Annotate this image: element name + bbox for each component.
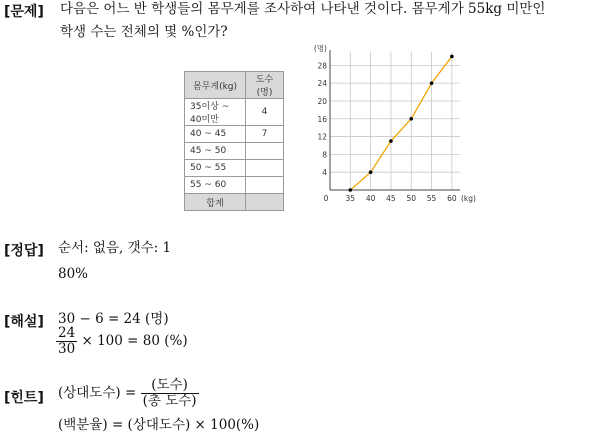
y-tick-label: 24 (317, 79, 327, 89)
data-point (430, 81, 434, 85)
x-tick-label: 50 (406, 194, 417, 203)
data-point (409, 117, 413, 121)
answer-line1: 순서: 없음, 갯수: 1 (58, 240, 172, 256)
answer-line2: 80% (58, 266, 89, 282)
explanation-tag: [해설] (4, 314, 44, 330)
table-cell-class: 45 ~ 50 (185, 143, 246, 160)
data-point (389, 139, 393, 143)
x-tick-label: 40 (365, 194, 376, 203)
table-cell-frequency (246, 143, 284, 160)
x-tick-label: 45 (386, 194, 396, 203)
hint-line1 (58, 378, 199, 409)
x-tick-label: 55 (426, 194, 437, 203)
table-cell-class: 55 ~ 60 (185, 177, 246, 194)
hint-fraction (141, 378, 199, 409)
table-row (185, 126, 284, 143)
table-row (185, 177, 284, 194)
hint-lhs: (상대도수) = (58, 385, 137, 401)
x-tick-label: 60 (447, 194, 457, 203)
table-cell-frequency (246, 160, 284, 177)
explanation-line1: 30 − 6 = 24 (명) (58, 311, 169, 327)
frequency-table (184, 71, 284, 211)
y-axis-label: (명) (313, 44, 327, 53)
table-total-value (246, 194, 284, 211)
problem-text-line1: 다음은 어느 반 학생들의 몸무게를 조사하여 나타낸 것이다. 몸무게가 55kg 미만인 (60, 1, 546, 17)
table-cell-class: 35이상 ~ 40미만 (185, 99, 246, 126)
explanation-line2-rest: × 100 = 80 (%) (81, 333, 188, 349)
data-point (450, 55, 454, 59)
table-header-row (185, 72, 284, 99)
data-point (349, 188, 353, 192)
data-point (369, 170, 373, 174)
y-tick-label: 28 (317, 61, 327, 71)
table-cell-frequency: 7 (246, 126, 284, 143)
y-tick-label: 16 (317, 114, 327, 124)
series-line (350, 56, 452, 190)
problem-tag: [문제] (4, 4, 44, 20)
table-row (185, 143, 284, 160)
hint-fraction-denominator: (총 도수) (142, 393, 197, 409)
table-cell-class: 40 ~ 45 (185, 126, 246, 143)
table-total-label: 합계 (185, 194, 246, 211)
table-total-row (185, 194, 284, 211)
problem-text-line2: 학생 수는 전체의 몇 %인가? (60, 24, 228, 40)
x-axis-label: (kg) (461, 194, 476, 203)
hint-fraction-numerator: (도수) (141, 378, 199, 394)
fraction-numerator: 24 (58, 325, 76, 341)
fraction-denominator: 30 (58, 341, 76, 357)
table-header-weight: 몸무게(kg) (185, 72, 246, 99)
table-header-frequency: 도수(명) (246, 72, 284, 99)
table-row (185, 99, 284, 126)
cumulative-frequency-chart (310, 44, 476, 204)
table-row (185, 160, 284, 177)
table-cell-frequency: 4 (246, 99, 284, 126)
answer-tag: [정답] (4, 243, 44, 259)
explanation-fraction (56, 326, 77, 357)
x-origin-label: 0 (323, 194, 329, 203)
table-cell-class: 50 ~ 55 (185, 160, 246, 177)
y-tick-label: 12 (317, 132, 327, 142)
y-tick-label: 20 (317, 96, 327, 106)
hint-tag: [힌트] (4, 390, 44, 406)
hint-line2: (백분율) = (상대도수) × 100(%) (58, 417, 260, 433)
explanation-line2 (56, 326, 188, 357)
y-tick-label: 8 (322, 150, 327, 160)
x-tick-label: 35 (345, 194, 356, 203)
y-tick-label: 4 (322, 168, 327, 178)
table-cell-frequency (246, 177, 284, 194)
